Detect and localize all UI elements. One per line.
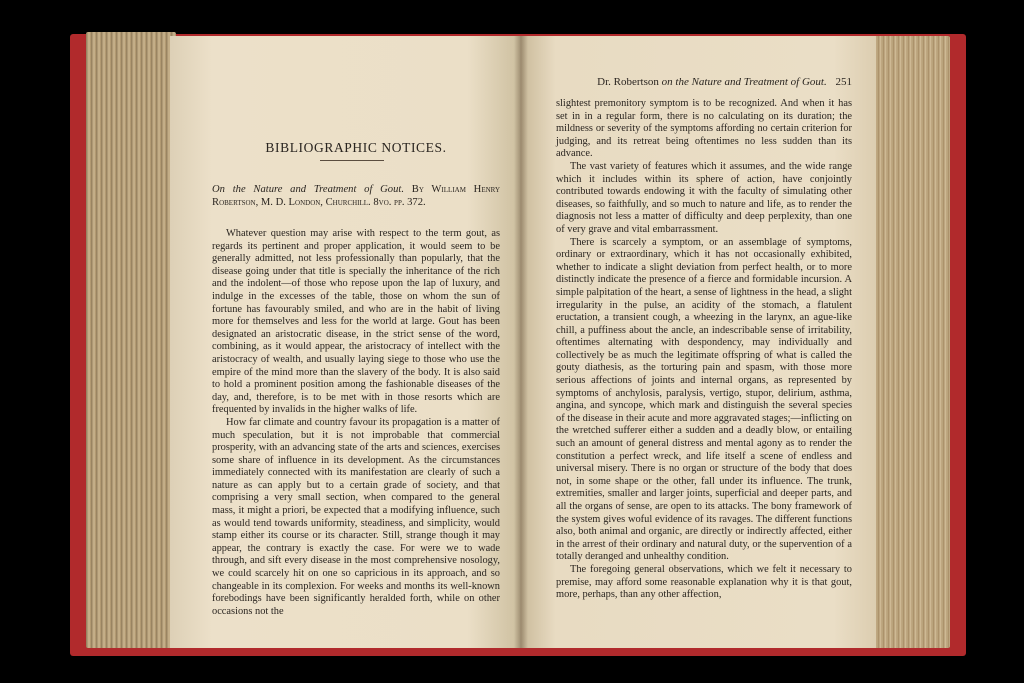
section-title: BIBLIOGRAPHIC NOTICES. — [265, 140, 447, 155]
paragraph: slightest premonitory symptom is to be recognized. And when it has set in in a regular form, there is no calculating on its duration; the mildness or severity of the symptoms affording no certain criterion for judging, and its retreat being oftentimes no less sudden than its advance. — [556, 98, 852, 160]
paragraph: The foregoing general observations, which we felt it necessary to premise, may afford some reasonable explanation why it is that gout, more, perhaps, than any other affection, — [556, 563, 852, 601]
page-number: 251 — [835, 76, 852, 88]
book-gutter — [514, 36, 528, 648]
book-by: By William Henry — [411, 184, 500, 195]
paragraph: The vast variety of features which it assumes, and the wide range which it includes within its sphere of action, have conjointly contributed towards endowing it with the faculty of simulating other diseases, so faithfully, and so much to nature and life, as to render the diagnosis not less a matter of difficulty and deep perplexity, than one of very grave and vital embarrassment. — [556, 160, 852, 235]
title-rule — [320, 160, 384, 161]
running-head-author: Dr. Robertson — [597, 76, 659, 88]
running-head — [556, 76, 852, 88]
book-citation — [212, 184, 500, 209]
right-page — [520, 36, 876, 648]
left-text-column — [212, 228, 500, 618]
running-head-title: on the Nature and Treatment of Gout. — [661, 76, 827, 88]
book-author-line: Robertson, M. D. London, Churchill. 8vo. pp. 372. — [212, 196, 426, 208]
paragraph: Whatever question may arise with respect to the term gout, as regards its pertinent and proper application, it would seem to be generally admitted, not less professionally than popularly, that the disease going under that title is specially the inheritance of the rich and the indolent—of those who repose upon the lap of luxury, and indulge in the excesses of the table, those on whom the sun of fortune has favourably smiled, and who are in the habit of living more for themselves and less for the world at large. Gout has been designated an aristocratic disease, in the strict sense of the word, combining, as it would appear, the aristocracy of intellect with the aristocracy of wealth, and usually laying siege to those who use the empire of the mind more than the slavery of the body. It is also said to hold a prominent position among the fashionable diseases of the day, and, therefore, is to be met with in those resorts which are frequented by invalids in the higher walks of life. — [212, 228, 500, 416]
left-page-edges — [86, 32, 176, 648]
paragraph: How far climate and country favour its propagation is a matter of much speculation, but it is not improbable that commercial prosperity, with an advancing state of the arts and sciences, exercises some share of influence in its development. As the circumstances immediately connected with its manifestation are clearly of such a nature as can apply but to a certain grade of society, and that comprising a very small section, when compared to the general mass, it might a priori, be expected that a modifying influence, such as would tend towards uniformity, steadiness, and simplicity, would stamp either its course or its character. Still, strange though it may appear, the contrary is exactly the case. For were we to wade through, and sift every disease in the most comprehensive nosology, we could scarcely hit on one so capricious in its approach, and so changeable in its complexion. For weeks and months its well-known forebodings have been significantly heralded forth, while on other occasions not the — [212, 416, 500, 617]
left-page — [170, 36, 520, 648]
right-page-edges — [872, 36, 950, 648]
paragraph: There is scarcely a symptom, or an assemblage of symptoms, ordinary or extraordinary, which it has not occasionally exhibited, whether to indicate a slight deviation from perfect health, or to more distinctly indicate the presence of a fierce and formidable incursion. A simple palpitation of the heart, a sense of lightness in the head, a slight irregularity in the pulse, an acidity of the stomach, a flatulent eructation, a transient cough, a wheezing in the larynx, an ague-like chill, a puffiness about the ancle, an indescribable sense of irritability, oftentimes alternating with despondency, may individually and collectively be as much the legitimate offspring of what is called the gouty diathesis, as the torturing pain and spasm, with those more serious affections of joints and internal organs, as represented by symptoms of anchylosis, paralysis, vertigo, stupor, delirium, asthma, angina, and syncope, which mark and distinguish the several species of the disease in their acute and more aggravated stages;—inflicting on the wretched sufferer either a sudden and a deadly blow, or entailing such an amount of general distress and mental agony as to render the constitution a perfect wreck, and life itself a scene of endless and universal misery. There is no organ or structure of the body that does not, in some shape or the other, fall under its influence. The trunk, extremities, smaller and larger joints, superficial and deeper parts, and all the organs of sense, are open to its attacks. The bony framework of the system gives woful evidence of its ravages. The different functions also, both animal and organic, are directly or indirectly affected, either in the arrest of their ordinary and natural duty, or the supervention of a totally deranged and unhealthy condition. — [556, 236, 852, 563]
book-title: On the Nature and Treatment of Gout. — [212, 184, 404, 195]
right-text-column — [556, 98, 852, 602]
